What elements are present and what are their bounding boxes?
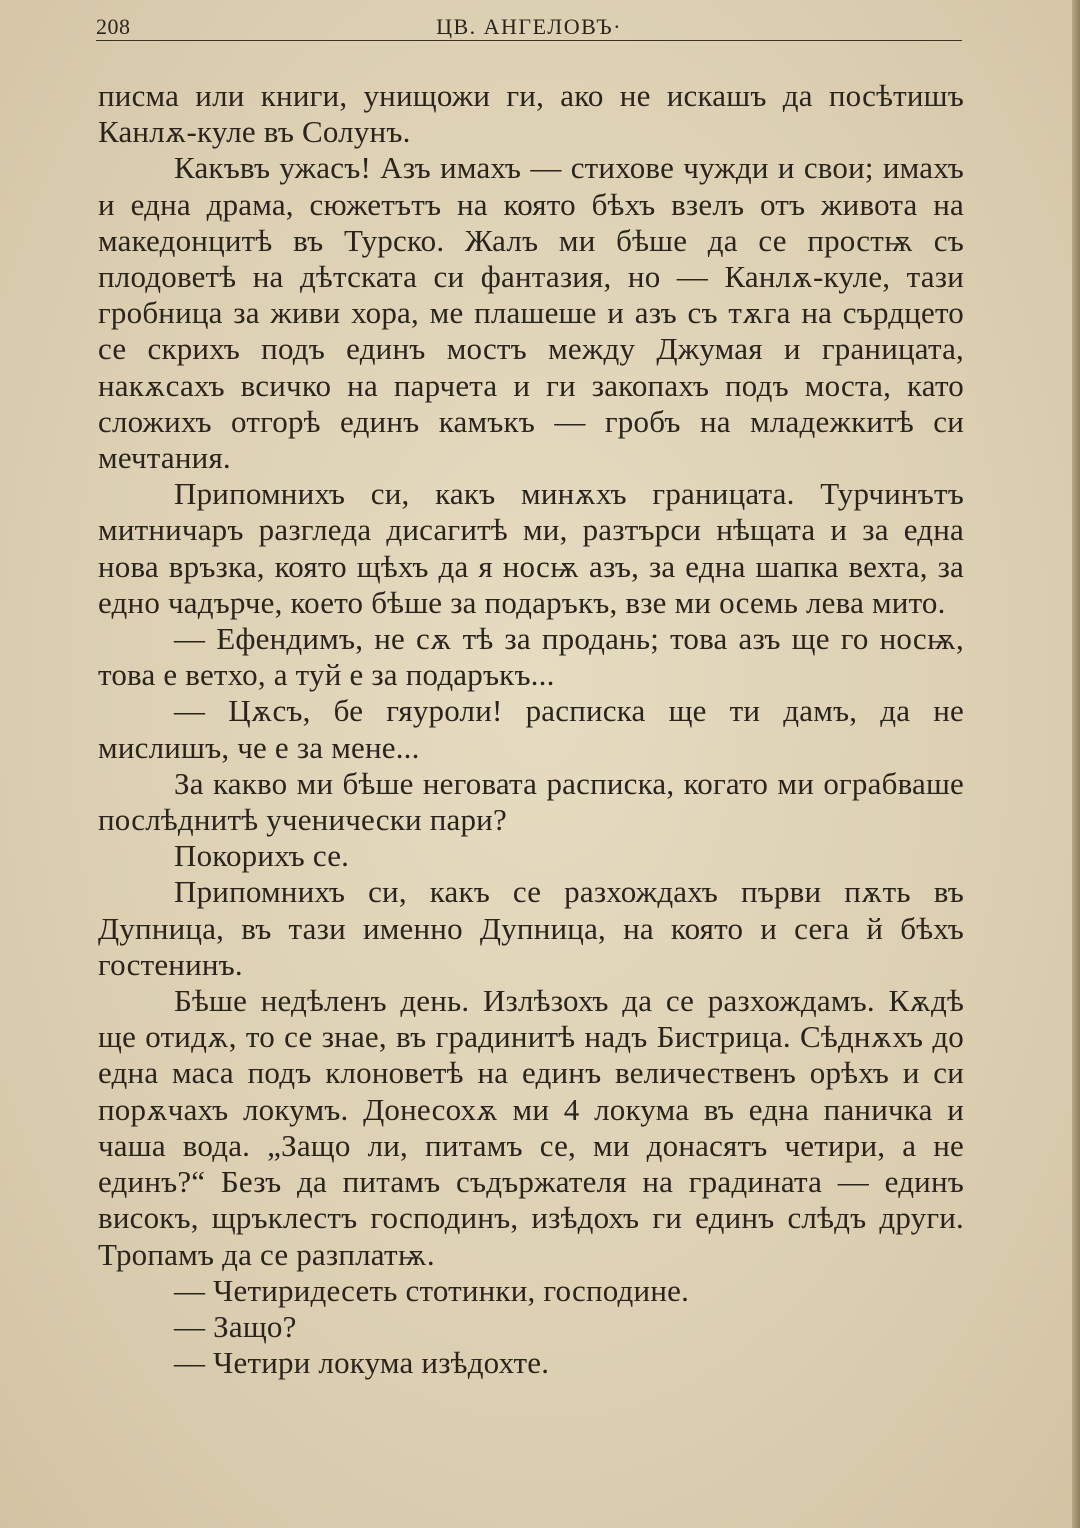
paragraph: Припомнихъ си, какъ минѫхъ границата. Турчинътъ митничаръ разгледа дисагитѣ ми, разтърси нѣщата и за една нова връзка, която щѣхъ да я носѭ азъ, за една шапка вехта, за едно чадърче, което бѣше за подаръкъ, взе ми осемь лева мито. (98, 476, 964, 620)
paragraph: Какъвъ ужасъ! Азъ имахъ — стихове чужди и свои; имахъ и една драма, сюжетътъ на която бѣхъ взелъ отъ живота на македонцитѣ въ Турско. Жалъ ми бѣше да се простѭ съ плодоветѣ на дѣтската си фантазия, но — Канлѫ-куле, тази гробница за живи хора, ме плашеше и азъ съ тѫга на сърдцето се скрихъ подъ единъ мостъ между Джумая и границата, накѫсахъ всичко на парчета и ги закопахъ подъ моста, като сложихъ отгорѣ единъ камъкъ — гробъ на младежкитѣ си мечтания. (98, 150, 964, 476)
page-number: 208 (96, 14, 131, 39)
header-rule (96, 40, 962, 41)
paragraph: За какво ми бѣше неговата расписка, когато ми ограбваше послѣднитѣ ученически пари? (98, 765, 964, 838)
dialogue-line: — Защо? (174, 1308, 297, 1344)
paragraph: Припомнихъ си, какъ се разхождахъ първи пѫть въ Дупница, въ тази именно Дупница, на която и сега й бѣхъ гостенинъ. (98, 874, 964, 982)
body-text (98, 78, 964, 1381)
paragraph: Бѣше недѣленъ день. Излѣзохъ да се разхождамъ. Кѫдѣ ще отидѫ, то се знае, въ градинитѣ надъ Бистрица. Сѣднѫхъ до една маса подъ клоноветѣ на единъ величественъ орѣхъ и си порѫчахъ локумъ. Донесохѫ ми 4 локума въ една паничка и чаша вода. „Защо ли, питамъ се, ми донасятъ четири, а не единъ?“ Безъ да питамъ съдържателя на градината — единъ високъ, щръклестъ господинъ, изѣдохъ ги единъ слѣдъ други. Тропамъ да се разплатѭ. (98, 983, 964, 1272)
page-header (96, 12, 962, 42)
page-edge (1072, 0, 1080, 1528)
dialogue-line: — Цѫсъ, бе гяуроли! расписка ще ти дамъ, да не мислишъ, че е за мене... (98, 693, 964, 765)
dialogue-line: — Ефендимъ, не сѫ тѣ за продань; това азъ ще го носѭ, това е ветхо, а туй е за подаръкъ... (98, 621, 964, 693)
running-head: ЦВ. АНГЕЛОВЪ· (436, 14, 622, 39)
dialogue-line: — Четири локума изѣдохте. (174, 1345, 550, 1381)
paragraph: Покорихъ се. (174, 838, 350, 874)
dialogue-line: — Четиридесеть стотинки, господине. (174, 1272, 690, 1308)
paragraph: писма или книги, унищожи ги, ако не искашъ да посѣтишъ Канлѫ-куле въ Солунъ. (98, 78, 964, 150)
